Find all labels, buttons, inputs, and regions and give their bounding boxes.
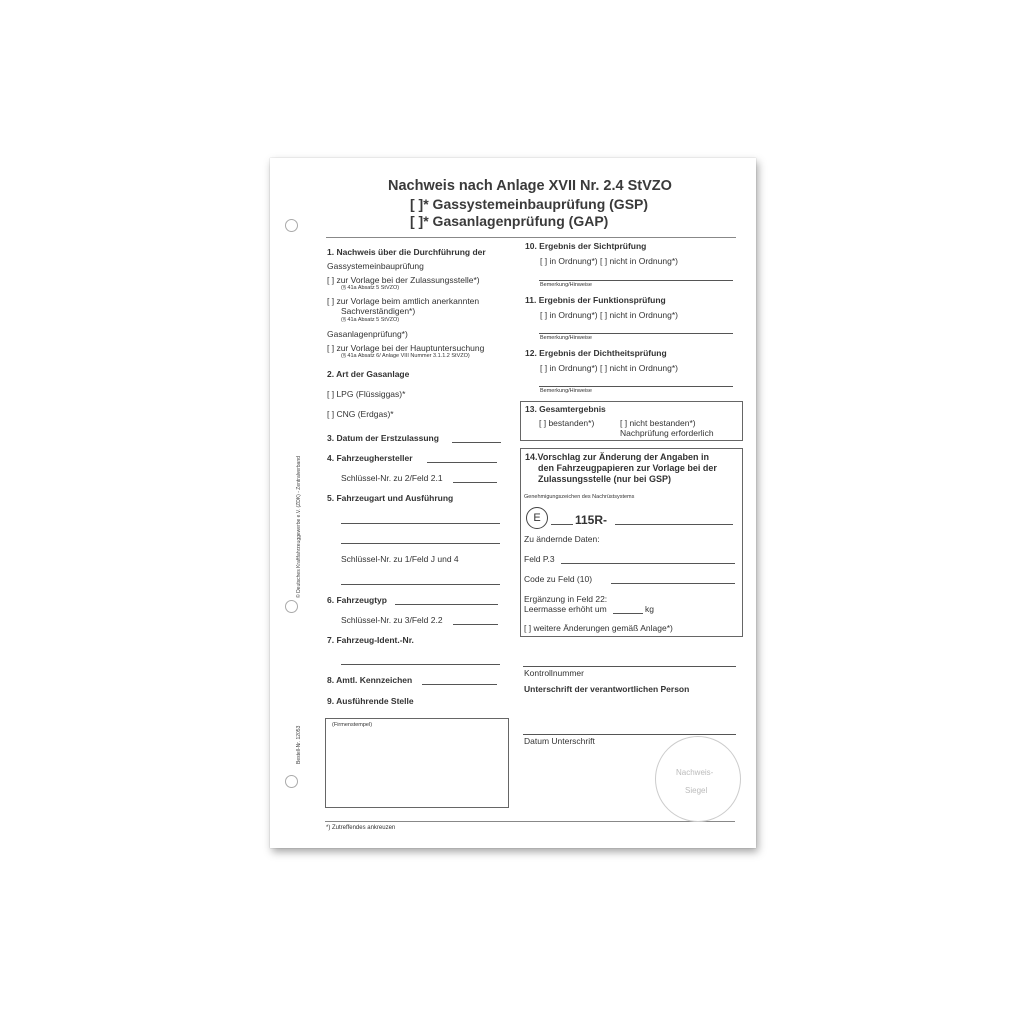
signature-line[interactable]: [523, 734, 736, 735]
remark-label: Bemerkung/Hinweise: [540, 282, 592, 288]
seal-text: Nachweis-: [676, 768, 714, 777]
section-6-label: 6. Fahrzeugtyp: [327, 595, 387, 605]
section-11-label: 11. Ergebnis der Funktionsprüfung: [525, 295, 666, 305]
section-8-label: 8. Amtl. Kennzeichen: [327, 675, 413, 685]
section-14-line1: 14.Vorschlag zur Änderung der Angaben in: [525, 452, 710, 462]
seal-text-2: Siegel: [685, 786, 708, 795]
option-main-inspection[interactable]: [ ] zur Vorlage bei der Hauptuntersuchung: [327, 343, 485, 353]
order-number: Bestell-Nr. 12053: [296, 725, 302, 764]
key-2-field[interactable]: [453, 482, 497, 483]
field-p3-label: Feld P.3: [524, 554, 555, 564]
function-check-options[interactable]: [ ] in Ordnung*) [ ] nicht in Ordnung*): [540, 310, 678, 320]
section-14-line3: Zulassungsstelle (nur bei GSP): [538, 474, 672, 484]
vehicle-type-field-2[interactable]: [341, 543, 500, 544]
key-1-label: Schlüssel-Nr. zu 1/Feld J und 4: [341, 554, 459, 564]
code-label: Code zu Feld (10): [524, 574, 593, 584]
e-mark-icon: E: [526, 507, 548, 529]
section-10-label: 10. Ergebnis der Sichtprüfung: [525, 241, 647, 251]
publisher-note: © Deutsches Kraftfahrzeuggewerbe e.V. (ZDK) - Zentralverband: [296, 456, 302, 598]
key-1-field[interactable]: [341, 584, 500, 585]
signature-heading: Unterschrift der verantwortlichen Person: [524, 684, 690, 694]
footnote: *) Zutreffendes ankreuzen: [326, 825, 396, 831]
empty-mass-label: Leermasse erhöht um: [524, 604, 607, 614]
section-9-label: 9. Ausführende Stelle: [327, 696, 414, 706]
section-7-label: 7. Fahrzeug-Ident.-Nr.: [327, 635, 414, 645]
option-failed[interactable]: [ ] nicht bestanden*): [620, 418, 696, 428]
section-14-line2: den Fahrzeugpapieren zur Vorlage bei der: [538, 463, 717, 473]
vin-field[interactable]: [341, 664, 500, 665]
gsp-label: Gassystemeinbauprüfung: [327, 261, 424, 271]
change-proposal-box: [520, 448, 743, 637]
remark-label: Bemerkung/Hinweise: [540, 335, 592, 341]
section-2-heading: 2. Art der Gasanlage: [327, 369, 410, 379]
section-3-label: 3. Datum der Erstzulassung: [327, 433, 439, 443]
company-stamp-box[interactable]: [325, 718, 509, 808]
punch-hole: [285, 775, 298, 788]
date-signature-label: Datum Unterschrift: [524, 736, 595, 746]
section-5-label: 5. Fahrzeugart und Ausführung: [327, 493, 454, 503]
section-4-label: 4. Fahrzeughersteller: [327, 453, 413, 463]
visual-check-options[interactable]: [ ] in Ordnung*) [ ] nicht in Ordnung*): [540, 256, 678, 266]
key-3-field[interactable]: [453, 624, 498, 625]
section-1-heading: 1. Nachweis über die Durchführung der: [327, 247, 486, 257]
registration-field[interactable]: [422, 684, 497, 685]
key-2-label: Schlüssel-Nr. zu 2/Feld 2.1: [341, 473, 443, 483]
approval-number-field[interactable]: [615, 524, 733, 525]
vehicle-type-field[interactable]: [341, 523, 500, 524]
supplement-label: Ergänzung in Feld 22:: [524, 594, 608, 604]
gap-label: Gasanlagenprüfung*): [327, 329, 408, 339]
remark-label: Bemerkung/Hinweise: [540, 388, 592, 394]
form-option-gap: [ ]* Gasanlagenprüfung (GAP): [410, 213, 609, 229]
option-cng[interactable]: [ ] CNG (Erdgas)*: [327, 409, 394, 419]
section-12-label: 12. Ergebnis der Dichtheitsprüfung: [525, 348, 667, 358]
kg-unit: kg: [645, 604, 654, 614]
stamp-label: (Firmenstempel): [332, 722, 373, 728]
field-p3-line[interactable]: [561, 563, 735, 564]
remark-line[interactable]: [539, 280, 733, 281]
legal-reference: (§ 41a Absatz 5 StVZO): [341, 285, 400, 291]
empty-mass-field[interactable]: [613, 613, 643, 614]
punch-hole: [285, 219, 298, 232]
verification-seal: [655, 736, 741, 822]
punch-hole: [285, 600, 298, 613]
section-13-label: 13. Gesamtergebnis: [525, 404, 606, 414]
further-changes-option[interactable]: [ ] weitere Änderungen gemäß Anlage*): [524, 623, 673, 633]
code-line[interactable]: [611, 583, 735, 584]
form-title: Nachweis nach Anlage XVII Nr. 2.4 StVZO: [388, 178, 672, 194]
remark-line[interactable]: [539, 333, 733, 334]
option-passed[interactable]: [ ] bestanden*): [539, 418, 595, 428]
first-registration-field[interactable]: [452, 442, 501, 443]
title-rule: [326, 237, 736, 238]
manufacturer-field[interactable]: [427, 462, 497, 463]
changes-label: Zu ändernde Daten:: [524, 534, 600, 544]
option-expert[interactable]: [ ] zur Vorlage beim amtlich anerkannten: [327, 296, 480, 306]
model-field[interactable]: [395, 604, 498, 605]
legal-reference: (§ 41a Absatz 5 StVZO): [341, 317, 400, 323]
overall-result-box: [520, 401, 743, 441]
form-sheet: [270, 158, 756, 848]
remark-line[interactable]: [539, 386, 733, 387]
option-expert-cont: Sachverständigen*): [341, 306, 416, 316]
control-number-field[interactable]: [523, 666, 736, 667]
leak-check-options[interactable]: [ ] in Ordnung*) [ ] nicht in Ordnung*): [540, 363, 678, 373]
key-3-label: Schlüssel-Nr. zu 3/Feld 2.2: [341, 615, 443, 625]
approval-prefix-line[interactable]: [551, 524, 573, 525]
approval-mark-label: Genehmigungszeichen des Nachrüstsystems: [524, 494, 635, 500]
option-lpg[interactable]: [ ] LPG (Flüssiggas)*: [327, 389, 406, 399]
footer-rule: [325, 821, 735, 822]
recheck-required: Nachprüfung erforderlich: [620, 428, 714, 438]
option-registration-office[interactable]: [ ] zur Vorlage bei der Zulassungsstelle*): [327, 275, 480, 285]
legal-reference: (§ 41a Absatz 6/ Anlage VIII Nummer 3.1.1.2 StVZO): [341, 353, 470, 359]
approval-number: 115R-: [575, 513, 608, 527]
form-option-gsp: [ ]* Gassystemeinbauprüfung (GSP): [410, 196, 649, 212]
control-number-label: Kontrollnummer: [524, 668, 584, 678]
